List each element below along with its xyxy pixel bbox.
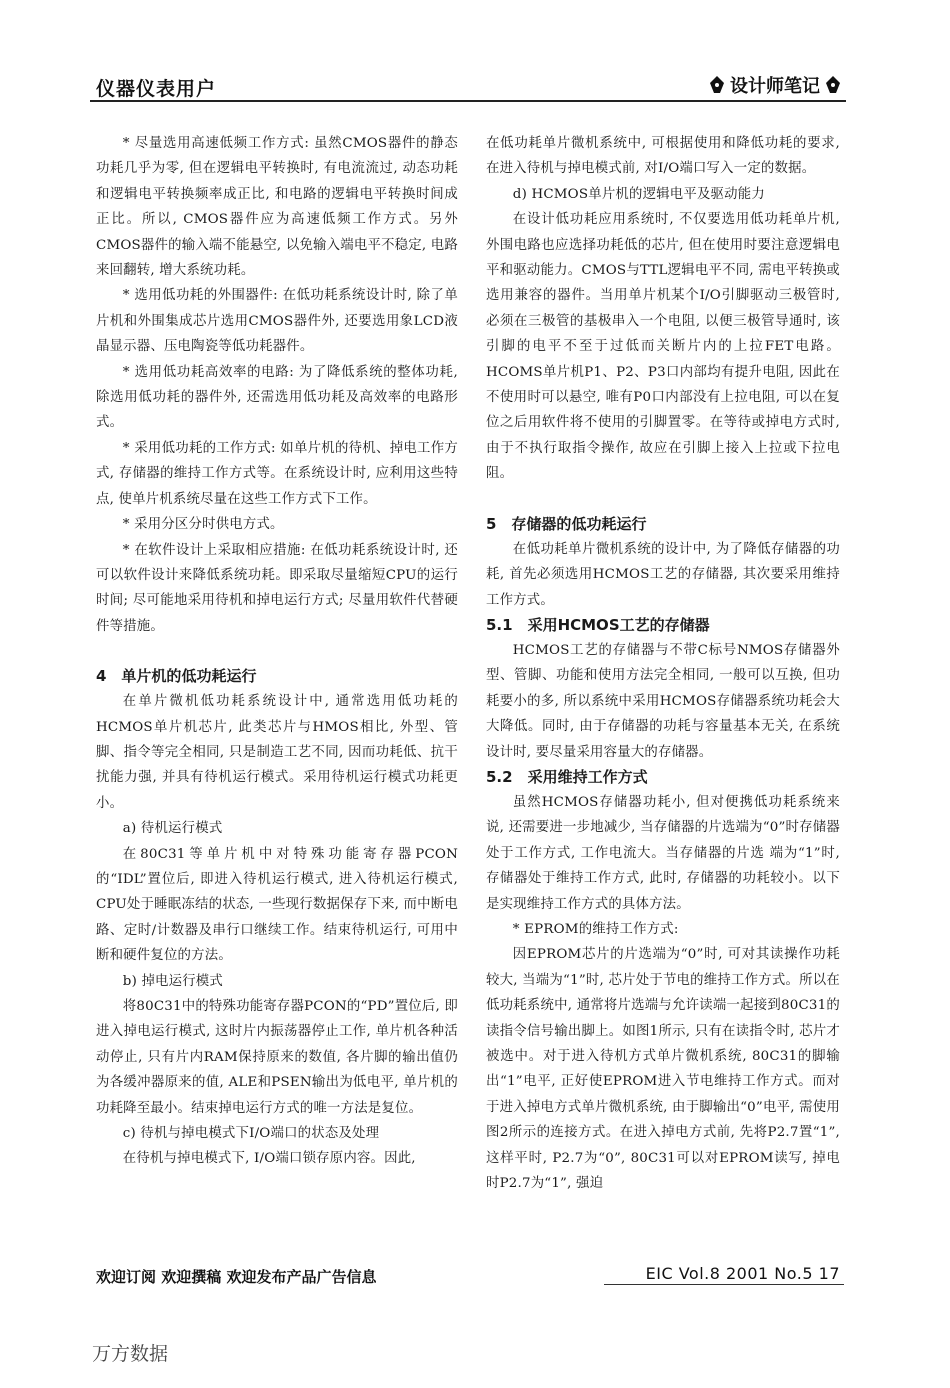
paragraph: 在80C31等单片机中对特殊功能寄存器PCON的“IDL”置位后, 即进入待机运行模式, 进入待机运行模式, CPU处于睡眠冻结的状态, 一些现行数据保存下来, 而中断电路、定时/计数器及串行口继续工作。结束待机运行, 可用中断和硬件复位的方法。 bbox=[96, 846, 458, 964]
paragraph: 将80C31中的特殊功能寄存器PCON的“PD”置位后, 即进入掉电运行模式, 这时片内振荡器停止工作, 单片机各种活动停止, 只有片内RAM保持原来的数值, 各片脚的输出值仍为各缓冲器原来的值, ALE和PSEN输出为低电平, 单片机的功耗降至最小。结束掉电运行方式的唯一方法是复位。 bbox=[96, 999, 458, 1116]
subheading: b) 掉电运行模式 bbox=[122, 973, 223, 989]
section-heading: 5.1 采用HCMOS工艺的存储器 bbox=[486, 615, 710, 634]
journal-name: 仪器仪表用户 bbox=[96, 78, 217, 100]
subheading: * EPROM的维持工作方式: bbox=[512, 921, 679, 937]
paragraph: * 采用低功耗的工作方式: 如单片机的待机、掉电工作方式, 存储器的维持工作方式等。在系统设计时, 应利用这些特点, 使单片机系统尽量在这些工作方式下工作。 bbox=[96, 440, 458, 507]
pen-nib-icon bbox=[708, 75, 726, 95]
paragraph: * 选用低功耗高效率的电路: 为了降低系统的整体功耗, 除选用低功耗的器件外, 还需选用低功耗及高效率的电路形式。 bbox=[96, 364, 458, 431]
paragraph: * 在软件设计上采取相应措施: 在低功耗系统设计时, 还可以软件设计来降低系统功耗。即采取尽量缩短CPU的运行时间; 尽可能地采用待机和掉电运行方式; 尽量用软件代替硬件等措施。 bbox=[96, 542, 458, 634]
paragraph: 虽然HCMOS存储器功耗小, 但对便携低功耗系统来说, 还需要进一步地减少, 当存储器的片选端为“0”时存储器处于工作方式, 工作电流大。当存储器的片选 端为“1”时, 存储器处于维持工作方式, 此时, 存储器的功耗较小。以下是实现维持工作方式的具体方法。 bbox=[486, 794, 840, 912]
footer-issue-info: EIC Vol.8 2001 No.5 17 bbox=[645, 1264, 840, 1283]
paragraph: * 采用分区分时供电方式。 bbox=[122, 517, 284, 533]
column-title bbox=[708, 72, 842, 98]
paragraph: 在设计低功耗应用系统时, 不仅要选用低功耗单片机, 外围电路也应选择功耗低的芯片, 但在使用时要注意逻辑电平和驱动能力。CMOS与TTL逻辑电平不同, 需电平转换或选用兼容的器件。当用单片机某个I/O引脚驱动三极管时, 必须在三极管的基极串入一个电阻, 以便三极管导通时, 该引脚的电平不至于过低而关断片内的上拉FET电路。HCOMS单片机P1、P2、P3口内部均有提升电阻, 因此在不使用时可以悬空, 唯有P0口内部没有上拉电阻, 可以在复位之后用软件将不使用的引脚置零。在等待或掉电方式时, 由于不执行取指令操作, 故应在引脚上接入上拉或下拉电阻。 bbox=[486, 212, 840, 482]
left-column bbox=[96, 131, 458, 1172]
pen-nib-icon bbox=[824, 75, 842, 95]
footer-slogan: 欢迎订阅 欢迎撰稿 欢迎发布产品广告信息 bbox=[96, 1268, 377, 1286]
section-heading: 5 存储器的低功耗运行 bbox=[486, 514, 647, 533]
subheading: a) 待机运行模式 bbox=[122, 821, 223, 837]
section-heading: 4 单片机的低功耗运行 bbox=[96, 667, 257, 686]
paragraph: 在待机与掉电模式下, I/O端口锁存原内容。因此, bbox=[122, 1151, 416, 1167]
paragraph: 在低功耗单片微机系统的设计中, 为了降低存储器的功耗, 首先必须选用HCMOS工艺的存储器, 其次要采用维持工作方式。 bbox=[486, 541, 840, 608]
paragraph: 在低功耗单片微机系统中, 可根据使用和降低功耗的要求, 在进入待机与掉电模式前, 对I/O端口写入一定的数据。 bbox=[486, 136, 840, 177]
paragraph: * 尽量选用高速低频工作方式: 虽然CMOS器件的静态功耗几乎为零, 但在逻辑电平转换时, 有电流流过, 动态功耗和逻辑电平转换频率成正比, 和电路的逻辑电平转换时间成正比。所以, CMOS器件应为高速低频工作方式。另外CMOS器件的输入端不能悬空, 以免输入端电平不稳定, 电路来回翻转, 增大系统功耗。 bbox=[96, 136, 458, 279]
watermark: 万方数据 bbox=[92, 1343, 169, 1365]
subheading: c) 待机与掉电模式下I/O端口的状态及处理 bbox=[122, 1126, 380, 1142]
subheading: d) HCMOS单片机的逻辑电平及驱动能力 bbox=[512, 186, 765, 202]
paragraph: HCMOS工艺的存储器与不带C标号NMOS存储器外型、管脚、功能和使用方法完全相同, 一般可以互换, 但功耗要小的多, 所以系统中采用HCMOS存储器系统功耗会大大降低。同时, 由于存储器的功耗与容量基本无关, 在系统设计时, 要尽量采用容量大的存储器。 bbox=[486, 642, 840, 760]
column-title-text: 设计师笔记 bbox=[730, 76, 820, 97]
section-heading: 5.2 采用维持工作方式 bbox=[486, 767, 648, 786]
paragraph: 因EPROM芯片的片选端为“0”时, 可对其读操作功耗较大, 当端为“1”时, 芯片处于节电的维持工作方式。所以在低功耗系统中, 通常将片选端与允许读端一起接到80C31的读指令信号输出脚上。如图1所示, 只有在读指令时, 芯片才被选中。对于进入待机方式单片微机系统, 80C31的脚输出“1”电平, 正好使EPROM进入节电维持工作方式。而对于进入掉电方式单片微机系统, 由于脚输出“0”电平, 需使用图2所示的连接方式。在进入掉电方式前, 先将P2.7置“1”, 这样平时, P2.7为“0”, 80C31可以对EPROM读写, 掉电时P2.7为“1”, 强迫 bbox=[486, 947, 840, 1192]
paragraph: 在单片微机低功耗系统设计中, 通常选用低功耗的HCMOS单片机芯片, 此类芯片与HMOS相比, 外型、管脚、指令等完全相同, 只是制造工艺不同, 因而功耗低、抗干扰能力强, 并具有待机运行模式。采用待机运行模式功耗更小。 bbox=[96, 694, 458, 811]
header-rule bbox=[90, 100, 846, 102]
footer-rule bbox=[604, 1284, 844, 1285]
paragraph: * 选用低功耗的外围器件: 在低功耗系统设计时, 除了单片机和外围集成芯片选用CMOS器件外, 还要选用象LCD液晶显示器、压电陶瓷等低功耗器件。 bbox=[96, 288, 458, 355]
right-column bbox=[486, 131, 840, 1196]
